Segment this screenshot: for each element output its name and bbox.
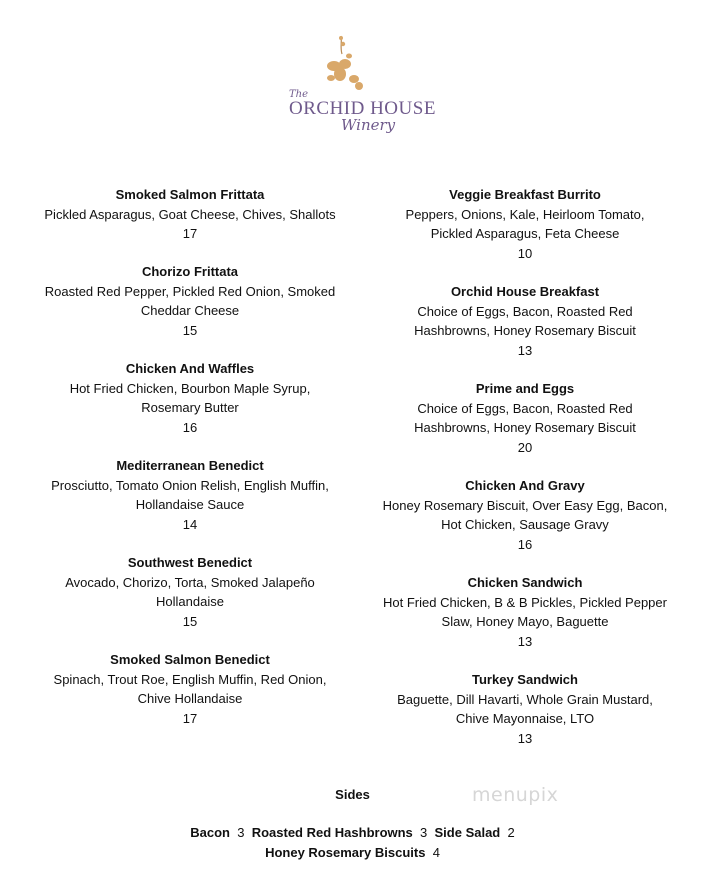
item-description: Baguette, Dill Havarti, Whole Grain Mustard,	[397, 691, 653, 707]
logo-winery-text: Winery	[341, 116, 396, 134]
item-price: 14	[182, 516, 198, 532]
menu-item	[35, 553, 345, 631]
item-name: Smoked Salmon Benedict	[110, 652, 270, 667]
item-price: 16	[182, 419, 198, 435]
side-item-price: 4	[432, 845, 440, 860]
item-description: Hot Fried Chicken, B & B Pickles, Pickled Pepper	[383, 594, 667, 610]
item-name: Smoked Salmon Frittata	[115, 187, 265, 202]
menu-item	[370, 670, 680, 748]
sides-heading: Sides	[335, 787, 370, 802]
item-price: 17	[182, 226, 198, 241]
item-description: Spinach, Trout Roe, English Muffin, Red Onion,	[53, 671, 327, 687]
orchid-flower-icon	[311, 34, 371, 94]
item-name: Mediterranean Benedict	[116, 458, 264, 473]
item-name: Orchid House Breakfast	[450, 284, 600, 299]
menu-item	[35, 359, 345, 437]
item-name: Turkey Sandwich	[472, 672, 578, 687]
item-description: Prosciutto, Tomato Onion Relish, English Muffin,	[51, 477, 329, 493]
item-description: Chive Hollandaise	[137, 691, 243, 706]
item-name: Chicken Sandwich	[467, 575, 583, 590]
item-description: Honey Rosemary Biscuit, Over Easy Egg, Bacon,	[382, 497, 668, 513]
item-price: 13	[517, 730, 533, 746]
menu-item	[35, 262, 345, 340]
side-item-price: 3	[420, 825, 428, 840]
item-description: Slaw, Honey Mayo, Baguette	[441, 614, 609, 629]
item-description: Avocado, Chorizo, Torta, Smoked Jalapeño	[65, 574, 315, 590]
item-description: Cheddar Cheese	[140, 303, 240, 318]
menu-item	[35, 185, 345, 244]
item-name: Chicken And Waffles	[125, 361, 255, 376]
side-item-name: Honey Rosemary Biscuits	[265, 845, 426, 860]
item-price: 15	[182, 322, 198, 338]
menu-item	[370, 185, 680, 263]
sides-line	[0, 823, 705, 842]
side-item-price: 3	[237, 825, 245, 840]
item-name: Chicken And Gravy	[465, 478, 585, 493]
item-description: Rosemary Butter	[141, 400, 239, 415]
menu-item	[370, 282, 680, 360]
item-description: Hot Chicken, Sausage Gravy	[441, 517, 609, 532]
side-item-price: 2	[507, 825, 515, 840]
item-description: Hashbrowns, Honey Rosemary Biscuit	[414, 323, 636, 338]
menu-item	[370, 573, 680, 651]
item-description: Choice of Eggs, Bacon, Roasted Red	[417, 400, 633, 416]
item-name: Southwest Benedict	[127, 555, 253, 570]
item-description: Pickled Asparagus, Feta Cheese	[430, 226, 620, 241]
item-description: Hot Fried Chicken, Bourbon Maple Syrup,	[69, 380, 311, 396]
item-description: Roasted Red Pepper, Pickled Red Onion, Smoked	[44, 283, 336, 299]
item-price: 16	[517, 536, 533, 552]
logo-the-text: The	[289, 89, 309, 100]
item-name: Veggie Breakfast Burrito	[449, 187, 601, 202]
menu-item	[370, 476, 680, 554]
menu-item	[370, 379, 680, 457]
item-description: Hollandaise	[156, 594, 224, 609]
item-name: Chorizo Frittata	[141, 264, 239, 279]
item-description: Pickled Asparagus, Goat Cheese, Chives, Shallots	[44, 206, 336, 222]
item-price: 10	[517, 245, 533, 261]
menu-item	[35, 650, 345, 728]
item-price: 13	[517, 633, 533, 649]
item-description: Hollandaise Sauce	[135, 497, 245, 512]
winery-logo	[283, 34, 436, 146]
side-item-name: Bacon	[190, 825, 230, 840]
menu-item	[35, 456, 345, 534]
item-description: Peppers, Onions, Kale, Heirloom Tomato,	[405, 206, 645, 222]
item-description: Choice of Eggs, Bacon, Roasted Red	[417, 303, 633, 319]
item-price: 17	[182, 710, 198, 726]
item-price: 13	[517, 342, 533, 358]
sides-line	[0, 843, 705, 862]
item-description: Chive Mayonnaise, LTO	[455, 711, 595, 726]
logo-name-text: ORCHID HOUSE	[289, 98, 436, 119]
side-item-name: Side Salad	[434, 825, 501, 840]
item-price: 15	[182, 613, 198, 629]
menupix-watermark: menupix	[472, 784, 559, 806]
side-item-name: Roasted Red Hashbrowns	[251, 825, 413, 840]
item-price: 20	[517, 439, 533, 455]
item-description: Hashbrowns, Honey Rosemary Biscuit	[414, 420, 636, 435]
item-name: Prime and Eggs	[475, 381, 575, 396]
